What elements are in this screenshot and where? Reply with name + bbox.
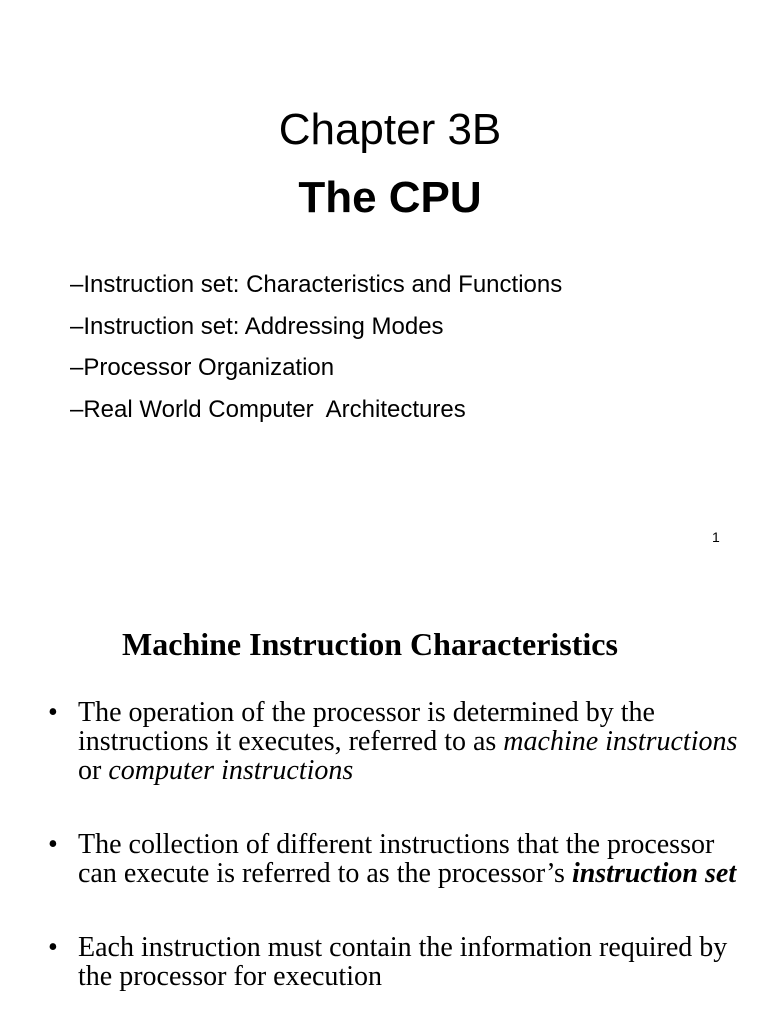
term-machine-instructions: machine instructions bbox=[503, 726, 738, 757]
bullet-list bbox=[48, 698, 748, 1036]
topic-item: –Real World Computer Architectures bbox=[70, 395, 466, 423]
bullet-icon: • bbox=[48, 829, 58, 860]
bullet-text: The collection of different instructions that the processor can execute is referred to as the processor’s bbox=[78, 829, 715, 889]
topic-item: –Processor Organization bbox=[70, 354, 335, 381]
topic-item: –Instruction set: Addressing Modes bbox=[70, 312, 444, 340]
page-number: 1 bbox=[712, 529, 720, 545]
bullet-icon: • bbox=[48, 932, 58, 963]
bullet-text: or bbox=[78, 755, 109, 786]
bullet-text: Each instruction must contain the information required by the processor for execution bbox=[78, 932, 728, 992]
chapter-heading: Chapter 3B bbox=[278, 105, 502, 154]
bullet-item bbox=[48, 933, 748, 991]
bullet-icon: • bbox=[48, 697, 58, 728]
topic-list bbox=[70, 268, 562, 434]
bullet-item bbox=[48, 698, 748, 785]
slide-2 bbox=[0, 576, 768, 1024]
section-title: Machine Instruction Characteristics bbox=[122, 626, 618, 662]
topic-item: –Instruction set: Characteristics and Functions bbox=[70, 271, 563, 298]
bullet-item bbox=[48, 830, 748, 888]
bullet-text: The operation of the processor is determined by the instructions it executes, referred to as bbox=[78, 697, 655, 757]
slide-title: The CPU bbox=[298, 173, 482, 222]
term-instruction-set: instruction set bbox=[571, 858, 737, 889]
term-computer-instructions: computer instructions bbox=[108, 755, 354, 786]
